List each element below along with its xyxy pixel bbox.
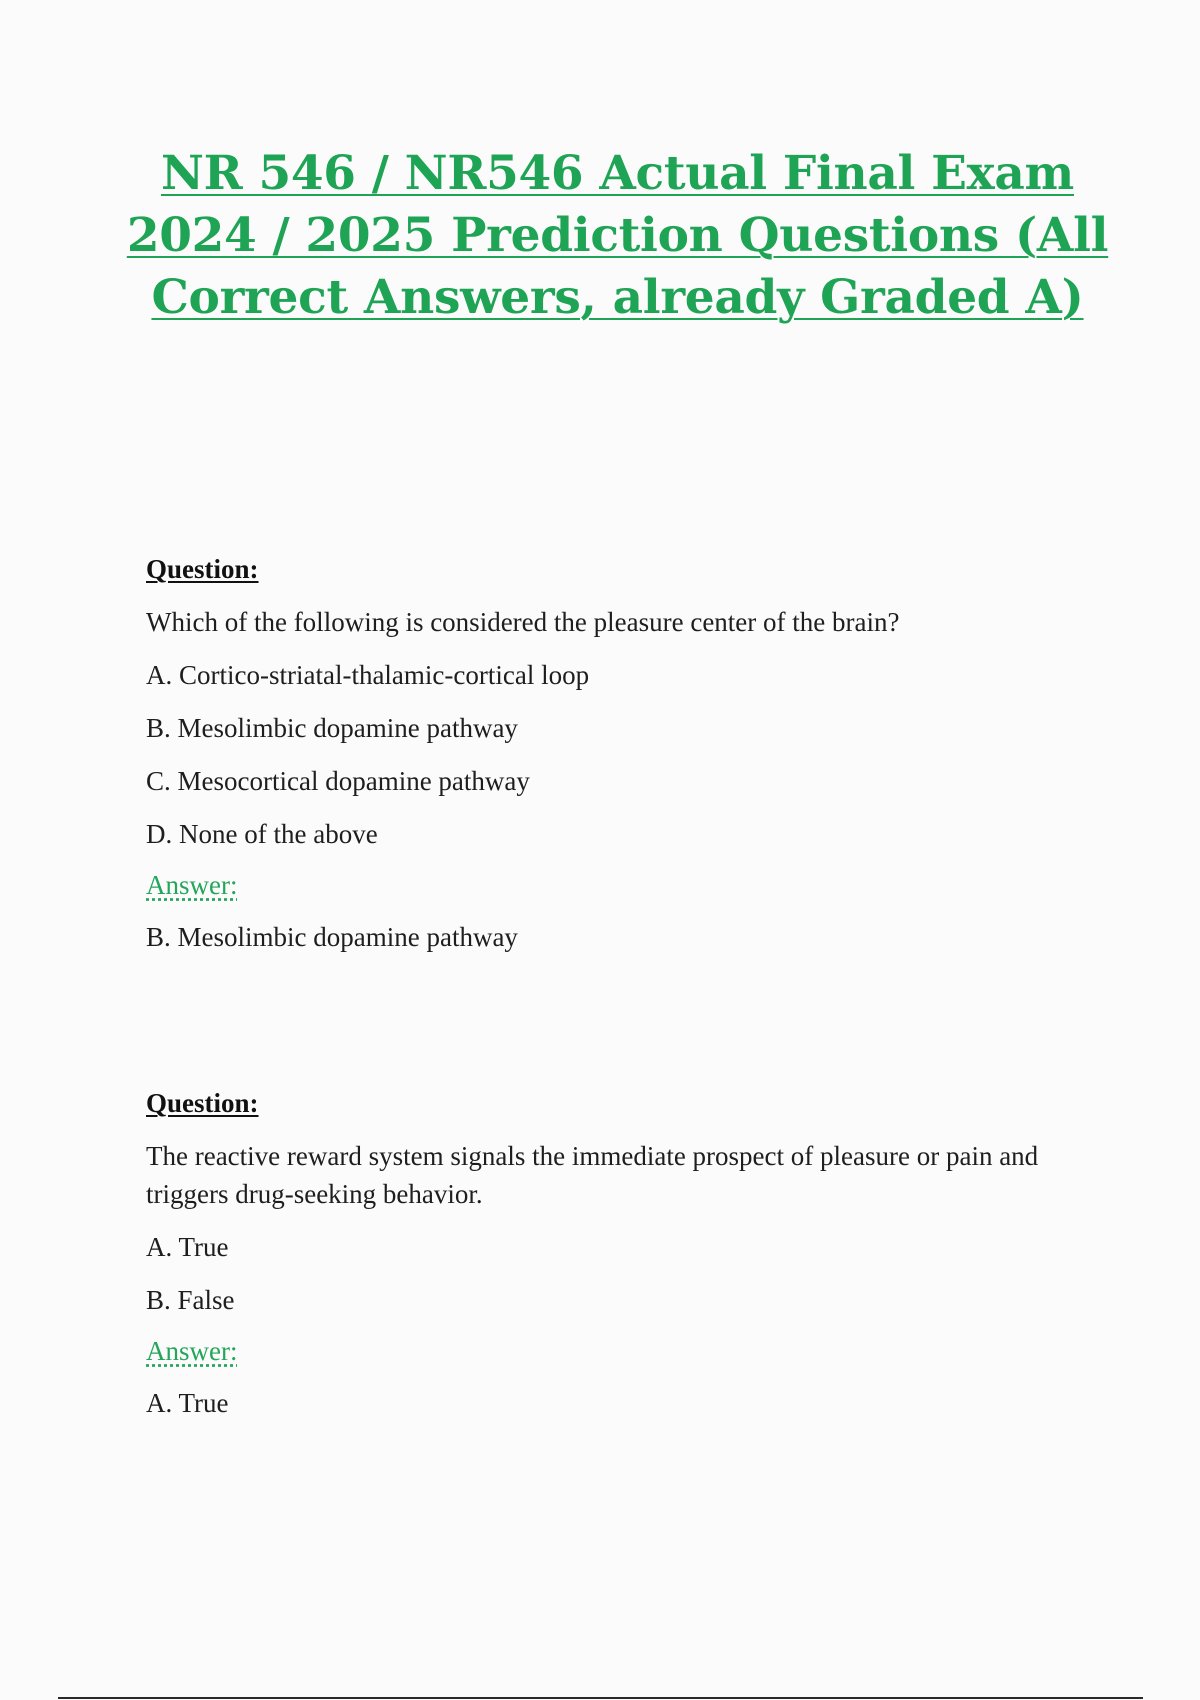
document-title-text: NR 546 / NR546 Actual Final Exam 2024 / 2025 Prediction Questions (All Correct Answers, already Graded A) [126, 146, 1109, 325]
option-d: D. None of the above [146, 819, 378, 849]
document-title [100, 143, 1135, 329]
option-a: A. True [146, 1232, 229, 1262]
answer-label: Answer: [146, 1336, 238, 1366]
option-c: C. Mesocortical dopamine pathway [146, 766, 530, 796]
answer-text: A. True [146, 1388, 229, 1418]
option-b: B. False [146, 1285, 235, 1315]
option-a: A. Cortico-striatal-thalamic-cortical loop [146, 660, 590, 690]
answer-label: Answer: [146, 870, 238, 900]
question-text: The reactive reward system signals the immediate prospect of pleasure or pain and triggers drug-seeking behavior. [146, 1141, 1039, 1209]
question-label: Question: [146, 554, 259, 584]
question-label: Question: [146, 1088, 259, 1118]
question-text: Which of the following is considered the pleasure center of the brain? [146, 607, 900, 637]
bottom-rule [58, 1697, 1143, 1699]
question-block-1 [146, 552, 1096, 971]
option-b: B. Mesolimbic dopamine pathway [146, 713, 518, 743]
answer-text: B. Mesolimbic dopamine pathway [146, 922, 518, 952]
question-block-2 [146, 1086, 1096, 1437]
